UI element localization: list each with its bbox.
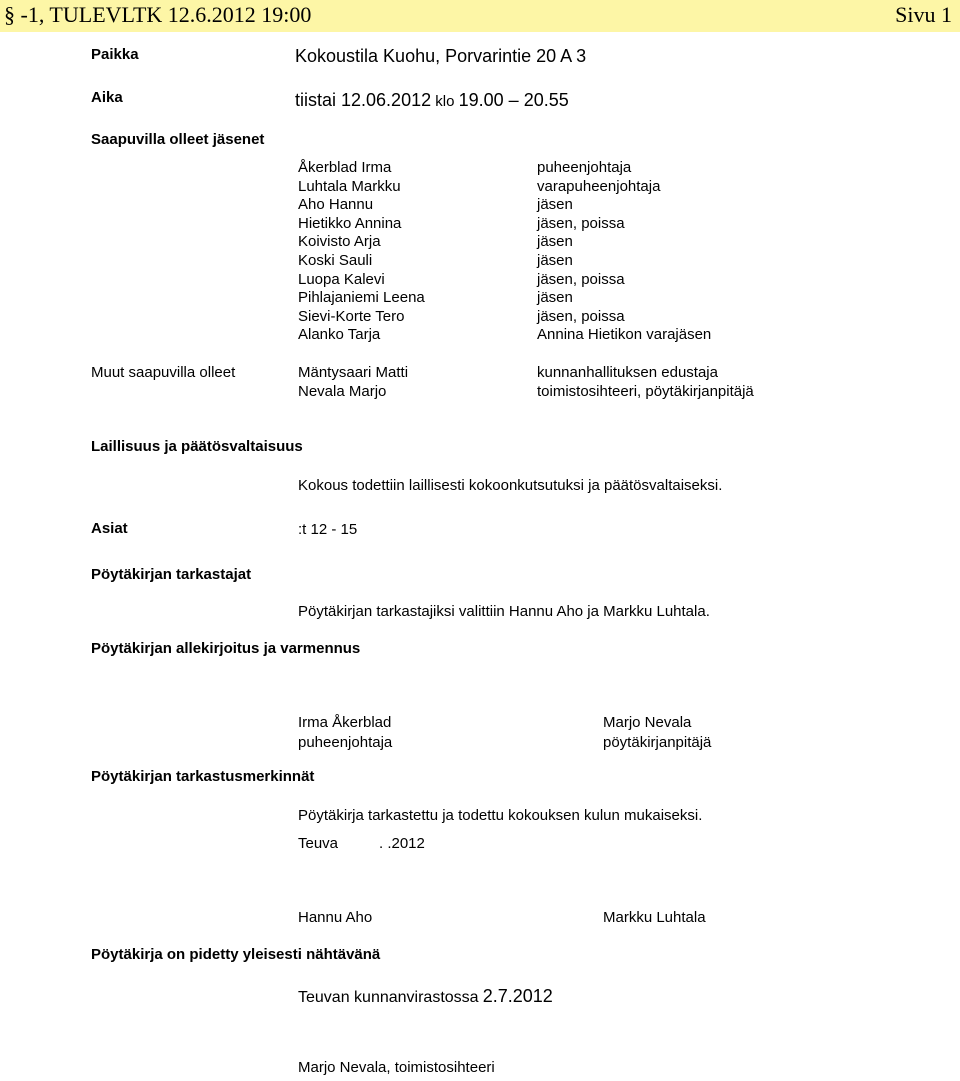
list-item: jäsen — [537, 251, 573, 269]
list-item: jäsen — [537, 196, 573, 214]
public-label: Pöytäkirja on pidetty yleisesti nähtävänä — [91, 946, 381, 963]
list-item: jäsen, poissa — [537, 307, 625, 325]
place-value: Kokoustila Kuohu, Porvarintie 20 A 3 — [295, 46, 587, 66]
checker-name-2: Markku Luhtala — [603, 909, 706, 926]
signing-label: Pöytäkirjan allekirjoitus ja varmennus — [91, 640, 361, 657]
header-section: § -1, TULEVLTK 12.6.2012 19:00 — [4, 2, 312, 27]
list-item: jäsen — [537, 233, 573, 251]
check-marks-label: Pöytäkirjan tarkastusmerkinnät — [91, 768, 315, 785]
others-label: Muut saapuvilla olleet — [91, 364, 236, 381]
time-value — [295, 90, 569, 111]
signature-name-2: Marjo Nevala — [603, 714, 692, 731]
list-item: Åkerblad Irma — [298, 159, 392, 176]
signature-role-1: puheenjohtaja — [298, 734, 393, 751]
list-item: varapuheenjohtaja — [537, 177, 661, 195]
signature-role-2: pöytäkirjanpitäjä — [603, 734, 712, 751]
check-place: Teuva — [298, 835, 339, 852]
time-range: 19.00 – 20.55 — [458, 90, 569, 110]
list-item: Nevala Marjo — [298, 382, 387, 400]
list-item: puheenjohtaja — [537, 159, 632, 176]
matters-label: Asiat — [91, 520, 128, 537]
public-signer: Marjo Nevala, toimistosihteeri — [298, 1059, 495, 1076]
list-item: Koivisto Arja — [298, 233, 381, 251]
check-marks-text: Pöytäkirja tarkastettu ja todettu kokouksen kulun mukaiseksi. — [298, 807, 703, 824]
list-item: Hietikko Annina — [298, 214, 402, 232]
public-place-line — [298, 986, 553, 1007]
list-item: kunnanhallituksen edustaja — [537, 364, 718, 381]
time-label: Aika — [91, 89, 123, 106]
attendee-names — [298, 159, 425, 345]
list-item: Luopa Kalevi — [298, 270, 385, 288]
other-names — [298, 364, 408, 401]
time-klo: klo — [435, 93, 455, 110]
checkers-label: Pöytäkirjan tarkastajat — [91, 566, 252, 583]
public-place: Teuvan kunnanvirastossa — [298, 989, 479, 1006]
list-item: jäsen, poissa — [537, 270, 625, 288]
public-date: 2.7.2012 — [482, 986, 553, 1006]
list-item: jäsen — [537, 289, 573, 307]
checkers-text: Pöytäkirjan tarkastajiksi valittiin Hannu Aho ja Markku Luhtala. — [298, 603, 710, 620]
list-item: toimistosihteeri, pöytäkirjanpitäjä — [537, 382, 754, 400]
signature-name-1: Irma Åkerblad — [298, 714, 392, 731]
list-item: jäsen, poissa — [537, 214, 625, 232]
checker-name-1: Hannu Aho — [298, 909, 373, 926]
list-item: Alanko Tarja — [298, 326, 381, 344]
legality-text: Kokous todettiin laillisesti kokoonkutsutuksi ja päätösvaltaiseksi. — [298, 477, 723, 494]
list-item: Mäntysaari Matti — [298, 364, 409, 381]
header-page-number: Sivu 1 — [895, 2, 952, 27]
list-item: Sievi-Korte Tero — [298, 307, 405, 325]
list-item: Aho Hannu — [298, 196, 374, 214]
check-date: . .2012 — [379, 835, 425, 852]
place-label: Paikka — [91, 46, 139, 63]
attendees-label: Saapuvilla olleet jäsenet — [91, 131, 265, 148]
list-item: Koski Sauli — [298, 251, 373, 269]
other-roles — [537, 364, 754, 401]
list-item: Luhtala Markku — [298, 177, 401, 195]
legality-label: Laillisuus ja päätösvaltaisuus — [91, 438, 303, 455]
list-item: Pihlajaniemi Leena — [298, 289, 425, 307]
time-date: tiistai 12.06.2012 — [295, 90, 432, 110]
matters-value: :t 12 - 15 — [298, 521, 358, 538]
list-item: Annina Hietikon varajäsen — [537, 326, 712, 344]
attendee-roles — [537, 159, 711, 345]
